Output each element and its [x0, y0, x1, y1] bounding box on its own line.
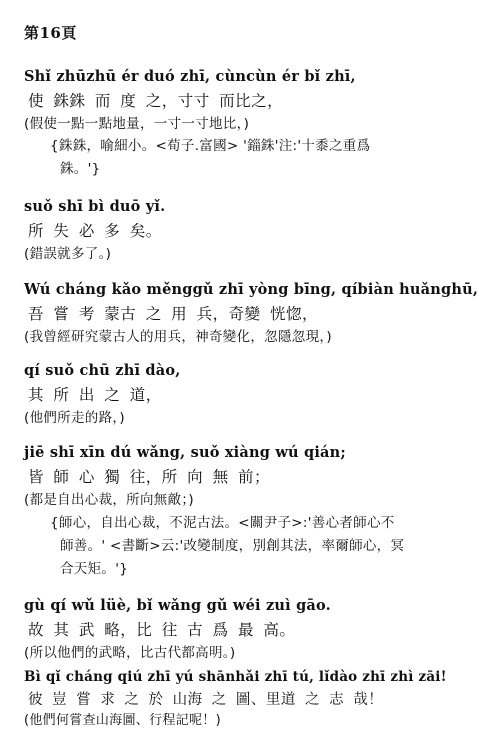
chinese-text-line: 故 其 武 略，比 往 古 爲 最 高。 — [28, 621, 296, 639]
annotation-line: {銖銖，喻細小。<荀子.富國> '錙銖'注:'十黍之重爲 — [50, 138, 371, 154]
chinese-text-line: 所 失 必 多 矣。 — [28, 222, 162, 240]
translation-line: (假使一點一點地量，一寸一寸地比，) — [24, 116, 250, 132]
chinese-text-line: 彼 豈 嘗 求 之 於 山海 之 圖、里道 之 志 哉！ — [28, 692, 384, 708]
pinyin-line: qí suǒ chū zhī dào, — [24, 362, 181, 379]
pinyin-line: gù qí wǔ lüè, bǐ wǎng gǔ wéi zuì gāo. — [24, 597, 331, 614]
pinyin-line: jiē shī xīn dú wǎng, suǒ xiàng wú qián; — [24, 444, 346, 461]
chinese-text-line: 其 所 出 之 道， — [28, 386, 162, 404]
pinyin-line: suǒ shī bì duō yǐ. — [24, 198, 166, 215]
translation-line: (他們何嘗查山海圖、行程記呢！) — [24, 713, 221, 728]
translation-line: (錯誤就多了。) — [24, 246, 112, 262]
chinese-text-line: 吾 嘗 考 蒙古 之 用 兵，奇變 恍惚， — [28, 305, 318, 323]
chinese-text-line: 皆 師 心 獨 往，所 向 無 前； — [28, 468, 270, 486]
annotation-line: {師心，自出心裁，不泥古法。<關尹子>:'善心者師心不 — [50, 515, 395, 531]
annotation-line: 銖。'} — [60, 161, 101, 177]
pinyin-line: Wú cháng kǎo měnggǔ zhī yòng bīng, qíbiàn huǎnghū, — [24, 281, 479, 298]
translation-line: (他們所走的路，) — [24, 410, 125, 426]
annotation-line: 合天矩。'} — [60, 561, 129, 577]
annotation-line: 師善。' <書斷>云:'改變制度，別創其法，率爾師心，冥 — [60, 538, 405, 554]
translation-line: (都是自出心裁，所向無敵；) — [24, 492, 194, 508]
page-number-heading: 第16頁 — [24, 24, 77, 42]
pinyin-line: Shǐ zhūzhū ér duó zhī, cùncùn ér bǐ zhī, — [24, 68, 356, 85]
translation-line: (所以他們的武略，比古代都高明。) — [24, 645, 236, 661]
pinyin-line: Bì qǐ cháng qiú zhī yú shānhǎi zhī tú, lǐdào zhī zhì zāi! — [24, 669, 447, 685]
translation-line: (我曾經研究蒙古人的用兵，神奇變化，忽隱忽現，) — [24, 329, 332, 345]
chinese-text-line: 使 銖銖 而 度 之，寸寸 而比之， — [28, 92, 284, 110]
